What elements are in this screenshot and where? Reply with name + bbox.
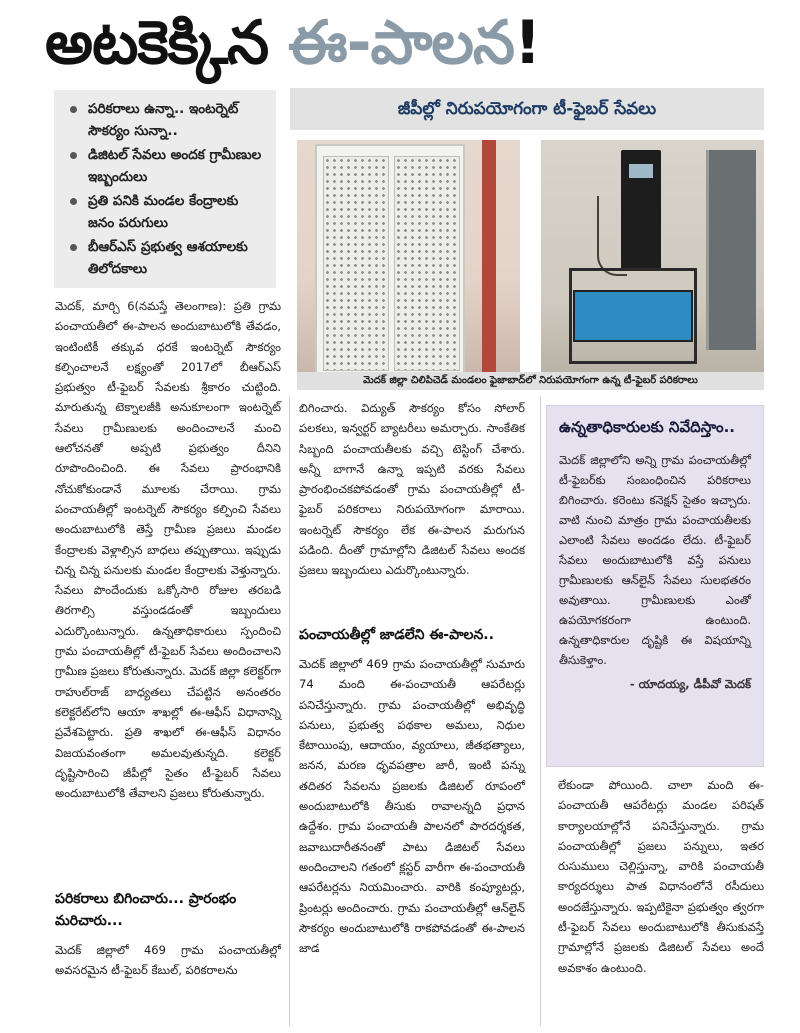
cabinet-door-right bbox=[394, 156, 460, 371]
subhead-text: జీపీల్లో నిరుపయోగంగా టీ-ఫైబర్ సేవలు bbox=[397, 99, 657, 119]
red-wall-strip bbox=[482, 140, 496, 372]
bullet-box bbox=[54, 90, 276, 288]
column-divider bbox=[540, 396, 541, 1026]
cabinet-illustration bbox=[315, 144, 465, 372]
article-column-3 bbox=[558, 775, 764, 978]
bullet-item: డిజిటల్ సేవలు అందక గ్రామీణుల ఇబ్బందులు bbox=[64, 144, 268, 188]
quote-box-body: మెదక్ జిల్లాలోని అన్ని గ్రామ పంచాయతీల్లో టీ-ఫైబర్‌కు సంబంధించిన పరికరాలు బిగించారు. కరెంటు కనెక్షన్ సైతం ఇచ్చారు. వాటి నుంచి మాత్రం గ్రామ పంచాయతీలకు ఎలాంటి సేవలు అందడం లేదు. టీ-ఫైబర్ సేవలు అందుబాటులోకి వస్తే పనులు గ్రామీణులకు ఆన్‌లైన్ సేవలు సులభతరం అవుతాయి. గ్రామీణులకు ఎంతో ఉపయోగకరంగా ఉంటుంది. ఉన్నతాధికారుల దృష్టికి ఈ విషయాన్ని తీసుకెళ్తాం. bbox=[559, 453, 751, 667]
article-paragraph: మెదక్, మార్చి 6(నమస్తే తెలంగాణ): ప్రతి గ్రామ పంచాయతీలో ఈ-పాలన అందుబాటులోకి తేవడం, ఇంటింటికీ తక్కువ ధరకే ఇంటర్నెట్ సౌకర్యం కల్పించాలనే లక్ష్యంతో 2017లో బీఆర్ఎస్ ప్రభుత్వం టీ-ఫైబర్ సేవలకు శ్రీకారం చుట్టింది. మారుతున్న టెక్నాలజీకి అనుకూలంగా ఇంటర్నెట్ సేవలు గ్రామీణులకు అందించాలనే మంచి ఆలోచనతో అప్పటి ప్రభుత్వం దీనిని రూపొందించింది. ఈ సేవలు ప్రారంభానికి నోచుకోకుండానే మూలకు చేరాయి. గ్రామ పంచాయతీల్లో ఇంటర్నెట్ సౌకర్యం కల్పించి సేవలు అందుబాటులోకి తెస్తే గ్రామీణ ప్రజలు మండల కేంద్రాలకు వెళ్లాల్సిన బాధలు తప్పుతాయి. ఇప్పుడు చిన్న చిన్న పనులకు మండల కేంద్రాలకు వెళ్తున్నారు. సేవలు పొందేందుకు ఒక్కోసారి రోజుల తరబడి తిరగాల్సి వస్తుండడంతో ఇబ్బందులు ఎదుర్కొంటున్నారు. ఉన్నతాధికారులు స్పందించి గ్రామ పంచాయతీల్లో టీ-ఫైబర్ సేవలు అందించాలని గ్రామీణ ప్రజలు కోరుతున్నారు. మెదక్ జిల్లా కలెక్టర్‌గా రాహుల్‌రాజ్ బాధ్యతలు చేపట్టిన అనంతరం కలెక్టరేట్‌లోని ఆయా శాఖల్లో ఈ-ఆఫీస్ విధానాన్ని ప్రవేశపెట్టారు. ప్రతి శాఖలో ఈ-ఆఫీస్ విధానం విజయవంతంగా అమలవుతున్నది. కలెక్టర్ దృష్టిసారించి జీపీల్లో సైతం టీ-ఫైబర్ సేవలు అందుబాటులోకి తేవాలని ప్రజలు కోరుతున్నారు. bbox=[55, 299, 281, 801]
bullet-item: బీఆర్ఎస్ ప్రభుత్వ ఆశయాలకు తిలోదకాలు bbox=[64, 236, 268, 280]
quote-box-signature: - యాదయ్య, డీపీవో మెదక్ bbox=[629, 677, 751, 691]
photo-fiber-cabinet bbox=[297, 140, 520, 372]
column-divider bbox=[289, 396, 290, 1026]
ups-screen bbox=[629, 164, 653, 178]
bullet-list bbox=[64, 98, 268, 280]
column-1-subheading: పరికరాలు బిగించారు... ప్రారంభం మరిచారు... bbox=[55, 891, 237, 929]
headline-part-1: అటకెక్కిన bbox=[45, 8, 288, 78]
photo-caption: మెదక్ జిల్లా చిలిపిచెడ్ మండలం ఫైజాబాద్‌లో నిరుపయోగంగా ఉన్న టీ-ఫైబర్ పరికరాలు bbox=[297, 372, 764, 390]
officer-quote-box bbox=[546, 405, 764, 767]
subhead-bar bbox=[290, 88, 764, 130]
quote-box-title: ఉన్నతాధికారులకు నివేదిస్తాం.. bbox=[559, 418, 735, 436]
headline bbox=[45, 8, 765, 84]
article-column-2 bbox=[299, 398, 525, 581]
photo-ups-battery bbox=[541, 140, 764, 372]
door-illustration bbox=[706, 150, 756, 350]
article-column-1 bbox=[55, 296, 281, 803]
bullet-item: పరికరాలు ఉన్నా.. ఇంటర్నెట్ సౌకర్యం సున్నా.. bbox=[64, 98, 268, 142]
battery-illustration bbox=[573, 290, 693, 342]
headline-part-3: ! bbox=[514, 8, 542, 78]
column-2-tail: మెదక్ జిల్లాలో 469 గ్రామ పంచాయతీల్లో సుమారు 74 మంది ఈ-పంచాయతీ ఆపరేటర్లు పనిచేస్తున్నారు. గ్రామ పంచాయతీల్లో అభివృద్ధి పనులు, ప్రభుత్వ పథకాల అమలు, నిధుల కేటాయింపు, ఆదాయం, వ్యయాలు, జీతభత్యాలు, జనన, మరణ ధృవపత్రాల జారీ, ఇంటి పన్ను తదితర సేవలను ప్రజలకు డిజిటల్ రూపంలో అందుబాటులోకి తీసుకు రావాలన్నది ప్రధాన ఉద్దేశం. గ్రామ పంచాయతీ పాలనలో పారదర్శకత, జవాబుదారీతనంతో పాటు డిజిటల్ సేవలు అందించాలని గతంలో క్లస్టర్ వారీగా ఈ-పంచాయతీ ఆపరేటర్లను నియమించారు. వారికి కంప్యూటర్లు, ప్రింటర్లు అందించారు. గ్రామ పంచాయతీల్లో ఆన్‌లైన్ సౌకర్యం అందుబాటులోకి రాకపోవడంతో ఈ-పాలన జాడ bbox=[299, 657, 525, 956]
ups-illustration bbox=[621, 150, 661, 270]
cabinet-door-left bbox=[323, 156, 389, 371]
column-1-tail: మెదక్ జిల్లాలో 469 గ్రామ పంచాయతీల్లో అవసరమైన టీ-ఫైబర్ కేబుల్, పరికరాలను bbox=[55, 943, 281, 977]
column-2-subheading: పంచాయతీల్లో జాడలేని ఈ-పాలన.. bbox=[299, 627, 494, 643]
headline-part-2: ఈ-పాలన bbox=[287, 8, 515, 78]
article-paragraph: లేకుండా పోయింది. చాలా మంది ఈ-పంచాయతీ ఆపరేటర్లు మండల పరిషత్ కార్యాలయాల్లోనే పనిచేస్తున్నారు. గ్రామ పంచాయతీల్లో ప్రజలు పన్నులు, ఇతర రుసుములు చెల్లిస్తున్నా, వారికి పంచాయతీ కార్యదర్శులు పాత విధానంలోనే రసీదులు అందజేస్తున్నారు. ఇప్పటికైనా ప్రభుత్వం త్వరగా టీ-ఫైబర్ సేవలు అందుబాటులోకి తీసుకువస్తే గ్రామాల్లోనే ప్రజలకు డిజిటల్ సేవలు అందే అవకాశం ఉంటుంది. bbox=[558, 778, 764, 975]
bullet-item: ప్రతి పనికి మండల కేంద్రాలకు జనం పరుగులు bbox=[64, 190, 268, 234]
article-paragraph: బిగించారు. విద్యుత్ సౌకర్యం కోసం సోలార్ పలకలు, ఇన్వర్టర్ బ్యాటరీలు అమర్చారు. సాంకేతిక సిబ్బంది పంచాయతీలకు వచ్చి టెస్టింగ్ చేశారు. అన్నీ బాగానే ఉన్నా ఇప్పటి వరకు సేవలు ప్రారంభించకపోవడంతో గ్రామ పంచాయతీల్లో టీ-ఫైబర్ పరికరాలు నిరుపయోగంగా మారాయి. ఇంటర్నెట్ సౌకర్యం లేక ఈ-పాలన మరుగున పడింది. దీంతో గ్రామాల్లోని డిజిటల్ సేవలు అందక ప్రజలు ఇబ్బందులు ఎదుర్కొంటున్నారు. bbox=[299, 401, 525, 578]
